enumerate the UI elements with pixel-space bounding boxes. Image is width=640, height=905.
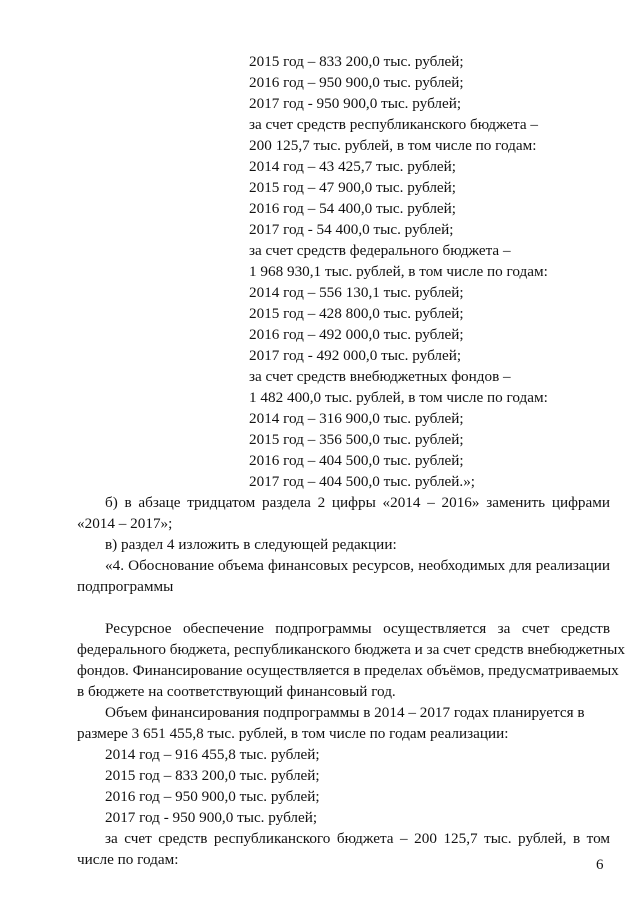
list-line: 2014 год – 316 900,0 тыс. рублей; bbox=[249, 410, 464, 427]
list-line: 2015 год – 356 500,0 тыс. рублей; bbox=[249, 431, 464, 448]
list-line: за счет средств федерального бюджета – bbox=[249, 242, 511, 259]
list-line: 2014 год – 556 130,1 тыс. рублей; bbox=[249, 284, 464, 301]
volume-paragraph-line: Объем финансирования подпрограммы в 2014 – 2017 годах планируется в bbox=[105, 704, 585, 721]
resources-paragraph-line: федерального бюджета, республиканского бюджета и за счет средств внебюджетных bbox=[77, 641, 625, 658]
page-number: 6 bbox=[596, 857, 604, 873]
list-line: 2016 год – 404 500,0 тыс. рублей; bbox=[249, 452, 464, 469]
section-heading-line: подпрограммы bbox=[77, 578, 174, 595]
list-line: 2017 год - 492 000,0 тыс. рублей; bbox=[249, 347, 462, 364]
list-line: за счет средств республиканского бюджета – bbox=[249, 116, 538, 133]
list-line: 2017 год - 54 400,0 тыс. рублей; bbox=[249, 221, 454, 238]
list-line: 2015 год – 428 800,0 тыс. рублей; bbox=[249, 305, 464, 322]
republic-paragraph-line: числе по годам: bbox=[77, 851, 179, 868]
list-line: 2016 год – 492 000,0 тыс. рублей; bbox=[249, 326, 464, 343]
volume-paragraph-line: размере 3 651 455,8 тыс. рублей, в том числе по годам реализации: bbox=[77, 725, 509, 742]
list-line: 2015 год – 833 200,0 тыс. рублей; bbox=[249, 53, 464, 70]
list-line: 200 125,7 тыс. рублей, в том числе по годам: bbox=[249, 137, 537, 154]
paragraph-v: в) раздел 4 изложить в следующей редакции: bbox=[105, 536, 397, 553]
list-line: 2017 год – 404 500,0 тыс. рублей.»; bbox=[249, 473, 476, 490]
list-line: 1 482 400,0 тыс. рублей, в том числе по годам: bbox=[249, 389, 548, 406]
list-line: 2016 год – 54 400,0 тыс. рублей; bbox=[249, 200, 457, 217]
list-line: за счет средств внебюджетных фондов – bbox=[249, 368, 511, 385]
paragraph-b-line: б) в абзаце тридцатом раздела 2 цифры «2014 – 2016» заменить цифрами bbox=[105, 494, 610, 511]
list-line: 2017 год - 950 900,0 тыс. рублей; bbox=[249, 95, 462, 112]
resources-paragraph-line: Ресурсное обеспечение подпрограммы осуществляется за счет средств bbox=[105, 620, 610, 637]
section-heading-line: «4. Обоснование объема финансовых ресурсов, необходимых для реализации bbox=[105, 557, 610, 574]
republic-paragraph-line: за счет средств республиканского бюджета – 200 125,7 тыс. рублей, в том bbox=[105, 830, 610, 847]
list-line: 2015 год – 47 900,0 тыс. рублей; bbox=[249, 179, 457, 196]
list-line: 2016 год – 950 900,0 тыс. рублей; bbox=[105, 788, 320, 805]
list-line: 1 968 930,1 тыс. рублей, в том числе по годам: bbox=[249, 263, 548, 280]
resources-paragraph-line: в бюджете на соответствующий финансовый год. bbox=[77, 683, 396, 700]
list-line: 2015 год – 833 200,0 тыс. рублей; bbox=[105, 767, 320, 784]
list-line: 2016 год – 950 900,0 тыс. рублей; bbox=[249, 74, 464, 91]
resources-paragraph-line: фондов. Финансирование осуществляется в пределах объёмов, предусматриваемых bbox=[77, 662, 619, 679]
list-line: 2017 год - 950 900,0 тыс. рублей; bbox=[105, 809, 318, 826]
paragraph-b-line: «2014 – 2017»; bbox=[77, 515, 173, 532]
list-line: 2014 год – 43 425,7 тыс. рублей; bbox=[249, 158, 457, 175]
list-line: 2014 год – 916 455,8 тыс. рублей; bbox=[105, 746, 320, 763]
